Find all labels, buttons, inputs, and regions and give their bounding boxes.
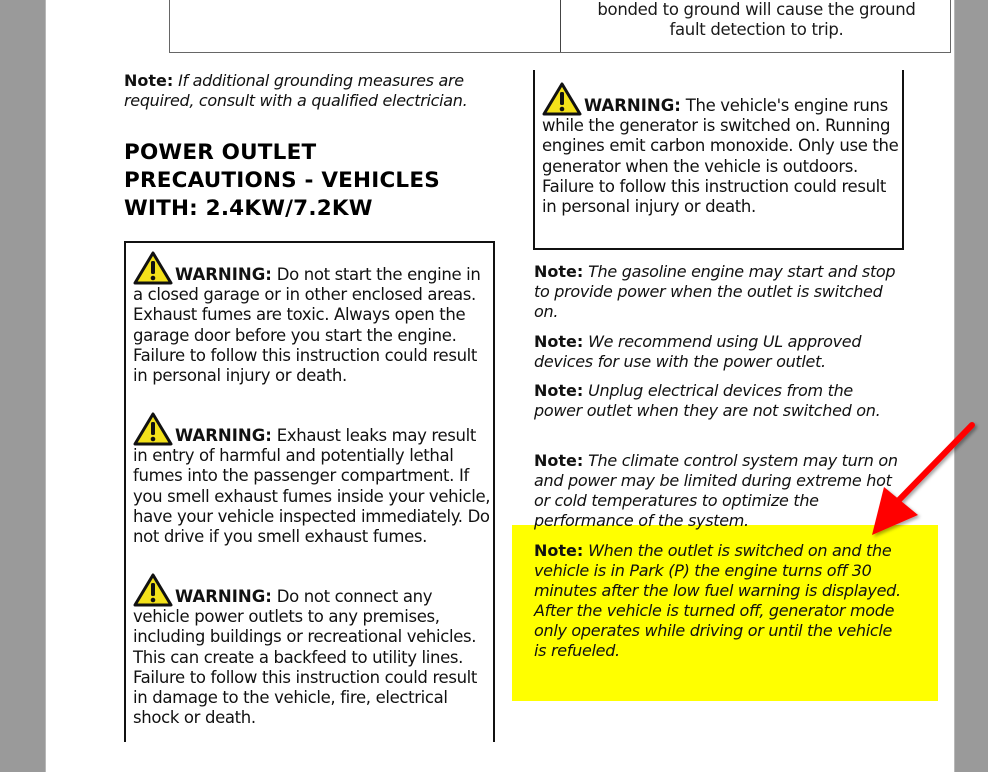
warning-triangle-icon [133,573,173,607]
note-label: Note: [534,541,584,560]
note-label: Note: [124,71,174,90]
table-cell-line: bonded to ground will cause the ground [597,0,916,19]
warning-text: Do not start the engine in a closed garage or in other enclosed areas. Exhaust fumes are toxic. Always open the garage door before you start the engine. Failure to follow this instruction could result in personal injury or death. [133,265,481,386]
note-text: We recommend using UL approved devices for use with the power outlet. [534,332,862,371]
note-label: Note: [534,451,584,470]
note-text: When the outlet is switched on and the vehicle is in Park (P) the engine turns off 30 minutes after the low fuel warning is displayed. After the vehicle is turned off, generator mode only operates while driving or until the vehicle is refueled. [534,541,901,660]
table-column-divider [560,0,561,52]
note-gasoline-engine [534,262,904,322]
note-climate-control [534,451,909,531]
heading-line: PRECAUTIONS - VEHICLES [124,168,440,193]
table-cell-line: fault detection to trip. [669,20,844,39]
note-text: The climate control system may turn on and power may be limited during extreme hot or cold temperatures to optimize the performance of the system. [534,451,898,530]
warning-label: WARNING: [584,96,681,115]
warning-triangle-icon [542,82,582,116]
ground-fault-table [169,0,951,53]
warning-triangle-icon [133,412,173,446]
heading-line: POWER OUTLET [124,140,317,165]
warning-text: Do not connect any vehicle power outlets to any premises, including buildings or recreational vehicles. This can create a backfeed to utility lines. Failure to follow this instruction could result in damage to the vehicle, fire, electrical shock or death. [133,587,478,728]
warning-label: WARNING: [175,265,272,284]
warning-triangle-icon [133,251,173,285]
warning-text: The vehicle's engine runs while the generator is switched on. Running engines emit carbon monoxide. Only use the generator when the vehicle is outdoors. Failure to follow this instruction could result in personal injury or death. [542,96,899,217]
note-text: Unplug electrical devices from the power outlet when they are not switched on. [534,381,881,420]
section-heading [124,139,494,223]
warning-text: Exhaust leaks may result in entry of harmful and potentially lethal fumes into the passenger compartment. If you smell exhaust fumes inside your vehicle, have your vehicle inspected immediately. Do not drive if you smell exhaust fumes. [133,426,491,547]
highlighted-note [534,541,909,661]
heading-line: WITH: 2.4KW/7.2KW [124,196,373,221]
note-unplug-devices [534,381,904,421]
warning-label: WARNING: [175,587,272,606]
red-arrow-icon [860,415,980,545]
warning-exhaust-leaks [133,412,491,547]
note-text: If additional grounding measures are required, consult with a qualified electrician. [124,71,468,110]
note-ul-approved [534,332,904,372]
note-label: Note: [534,262,584,281]
note-text: The gasoline engine may start and stop to provide power when the outlet is switched on. [534,262,896,321]
warning-engine-generator [542,82,900,217]
warning-label: WARNING: [175,426,272,445]
note-label: Note: [534,332,584,351]
warning-backfeed [133,573,491,728]
warning-garage [133,251,491,386]
note-grounding [124,71,499,111]
note-label: Note: [534,381,584,400]
table-cell [563,0,950,40]
